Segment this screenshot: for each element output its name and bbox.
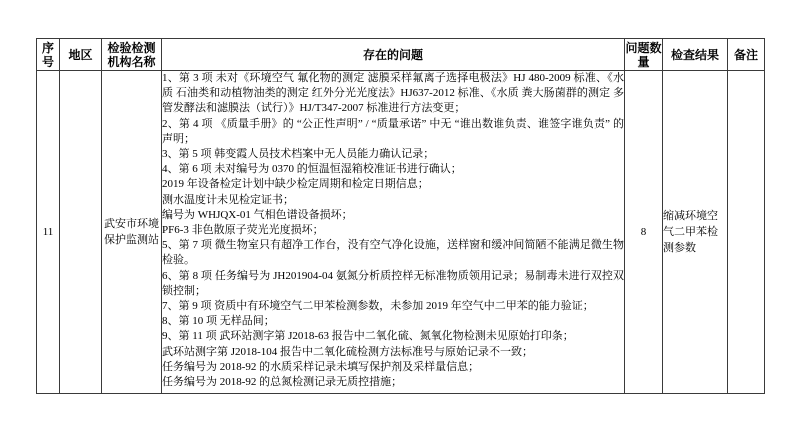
problem-line: 8、第 10 项 无样品间； bbox=[162, 315, 275, 328]
problem-line: 2019 年设备检定计划中缺少检定周期和检定日期信息； bbox=[162, 178, 429, 191]
table-header-row bbox=[37, 39, 765, 71]
problem-line: 9、第 11 项 武环站测字第 J2018-63 报告中二氧化硫、氮氧化物检测未见原始打印条； bbox=[162, 330, 574, 343]
column-header-region: 地区 bbox=[60, 39, 102, 71]
problem-line: 任务编号为 2018-92 的总氮检测记录无质控措施； bbox=[162, 376, 403, 389]
column-header-problem-count: 问题数量 bbox=[625, 40, 662, 69]
inspection-table bbox=[36, 38, 765, 394]
column-header-remark: 备注 bbox=[728, 39, 765, 71]
cell-index: 11 bbox=[37, 71, 60, 394]
problem-line: 测水温度计未见检定证书； bbox=[162, 193, 294, 206]
cell-problem-count: 8 bbox=[625, 71, 663, 394]
column-header-result: 检查结果 bbox=[663, 39, 728, 71]
problem-line: 1、第 3 项 未对《环境空气 氟化物的测定 滤膜采样氟离子选择电极法》HJ 480-2009 标准、《水质 石油类和动植物油类的测定 红外分光光度法》HJ637-2012 标准、《水质 粪大肠菌群的测定 多管发酵法和滤膜法（试行）》HJ/T347-2007 标准进行方法变更； bbox=[162, 72, 624, 115]
problem-line: PF6-3 非色散原子荧光光度损坏； bbox=[162, 224, 324, 237]
cell-region bbox=[60, 71, 102, 394]
column-header-index: 序号 bbox=[37, 39, 60, 71]
problem-line: 4、第 6 项 未对编号为 0370 的恒温恒湿箱校准证书进行确认； bbox=[162, 163, 462, 176]
column-header-problems: 存在的问题 bbox=[162, 39, 625, 71]
problem-line: 任务编号为 2018-92 的水质采样记录未填写保护剂及采样量信息； bbox=[162, 360, 480, 373]
problem-line: 5、第 7 项 微生物室只有超净工作台，没有空气净化设施，送样窗和缓冲间简陋不能满足微生物检验。 bbox=[162, 239, 624, 267]
cell-remark bbox=[728, 71, 765, 394]
problem-line: 2、第 4 项 《质量手册》的 “公正性声明” / “质量承诺” 中无 “谁出数谁负责、谁签字谁负责” 的声明； bbox=[162, 117, 624, 145]
problem-line: 编号为 WHJQX-01 气相色谱设备损坏； bbox=[162, 208, 353, 221]
cell-agency: 武安市环境保护监测站 bbox=[102, 71, 162, 394]
problem-line: 武环站测字第 J2018-104 报告中二氧化硫检测方法标准号与原始记录不一致； bbox=[162, 345, 533, 358]
table-row bbox=[37, 71, 765, 394]
cell-problems bbox=[162, 71, 625, 394]
cell-result: 缩减环境空气二甲苯检测参数 bbox=[663, 71, 728, 394]
problem-line: 6、第 8 项 任务编号为 JH201904-04 氨氮分析质控样无标准物质领用记录；易制毒未进行双控双锁控制； bbox=[162, 269, 624, 297]
column-header-agency: 检验检测机构名称 bbox=[102, 39, 162, 71]
problem-line: 7、第 9 项 资质中有环境空气二甲苯检测参数，未参加 2019 年空气中二甲苯的能力验证； bbox=[162, 300, 594, 313]
problem-line: 3、第 5 项 韩变霞人员技术档案中无人员能力确认记录； bbox=[162, 148, 435, 161]
